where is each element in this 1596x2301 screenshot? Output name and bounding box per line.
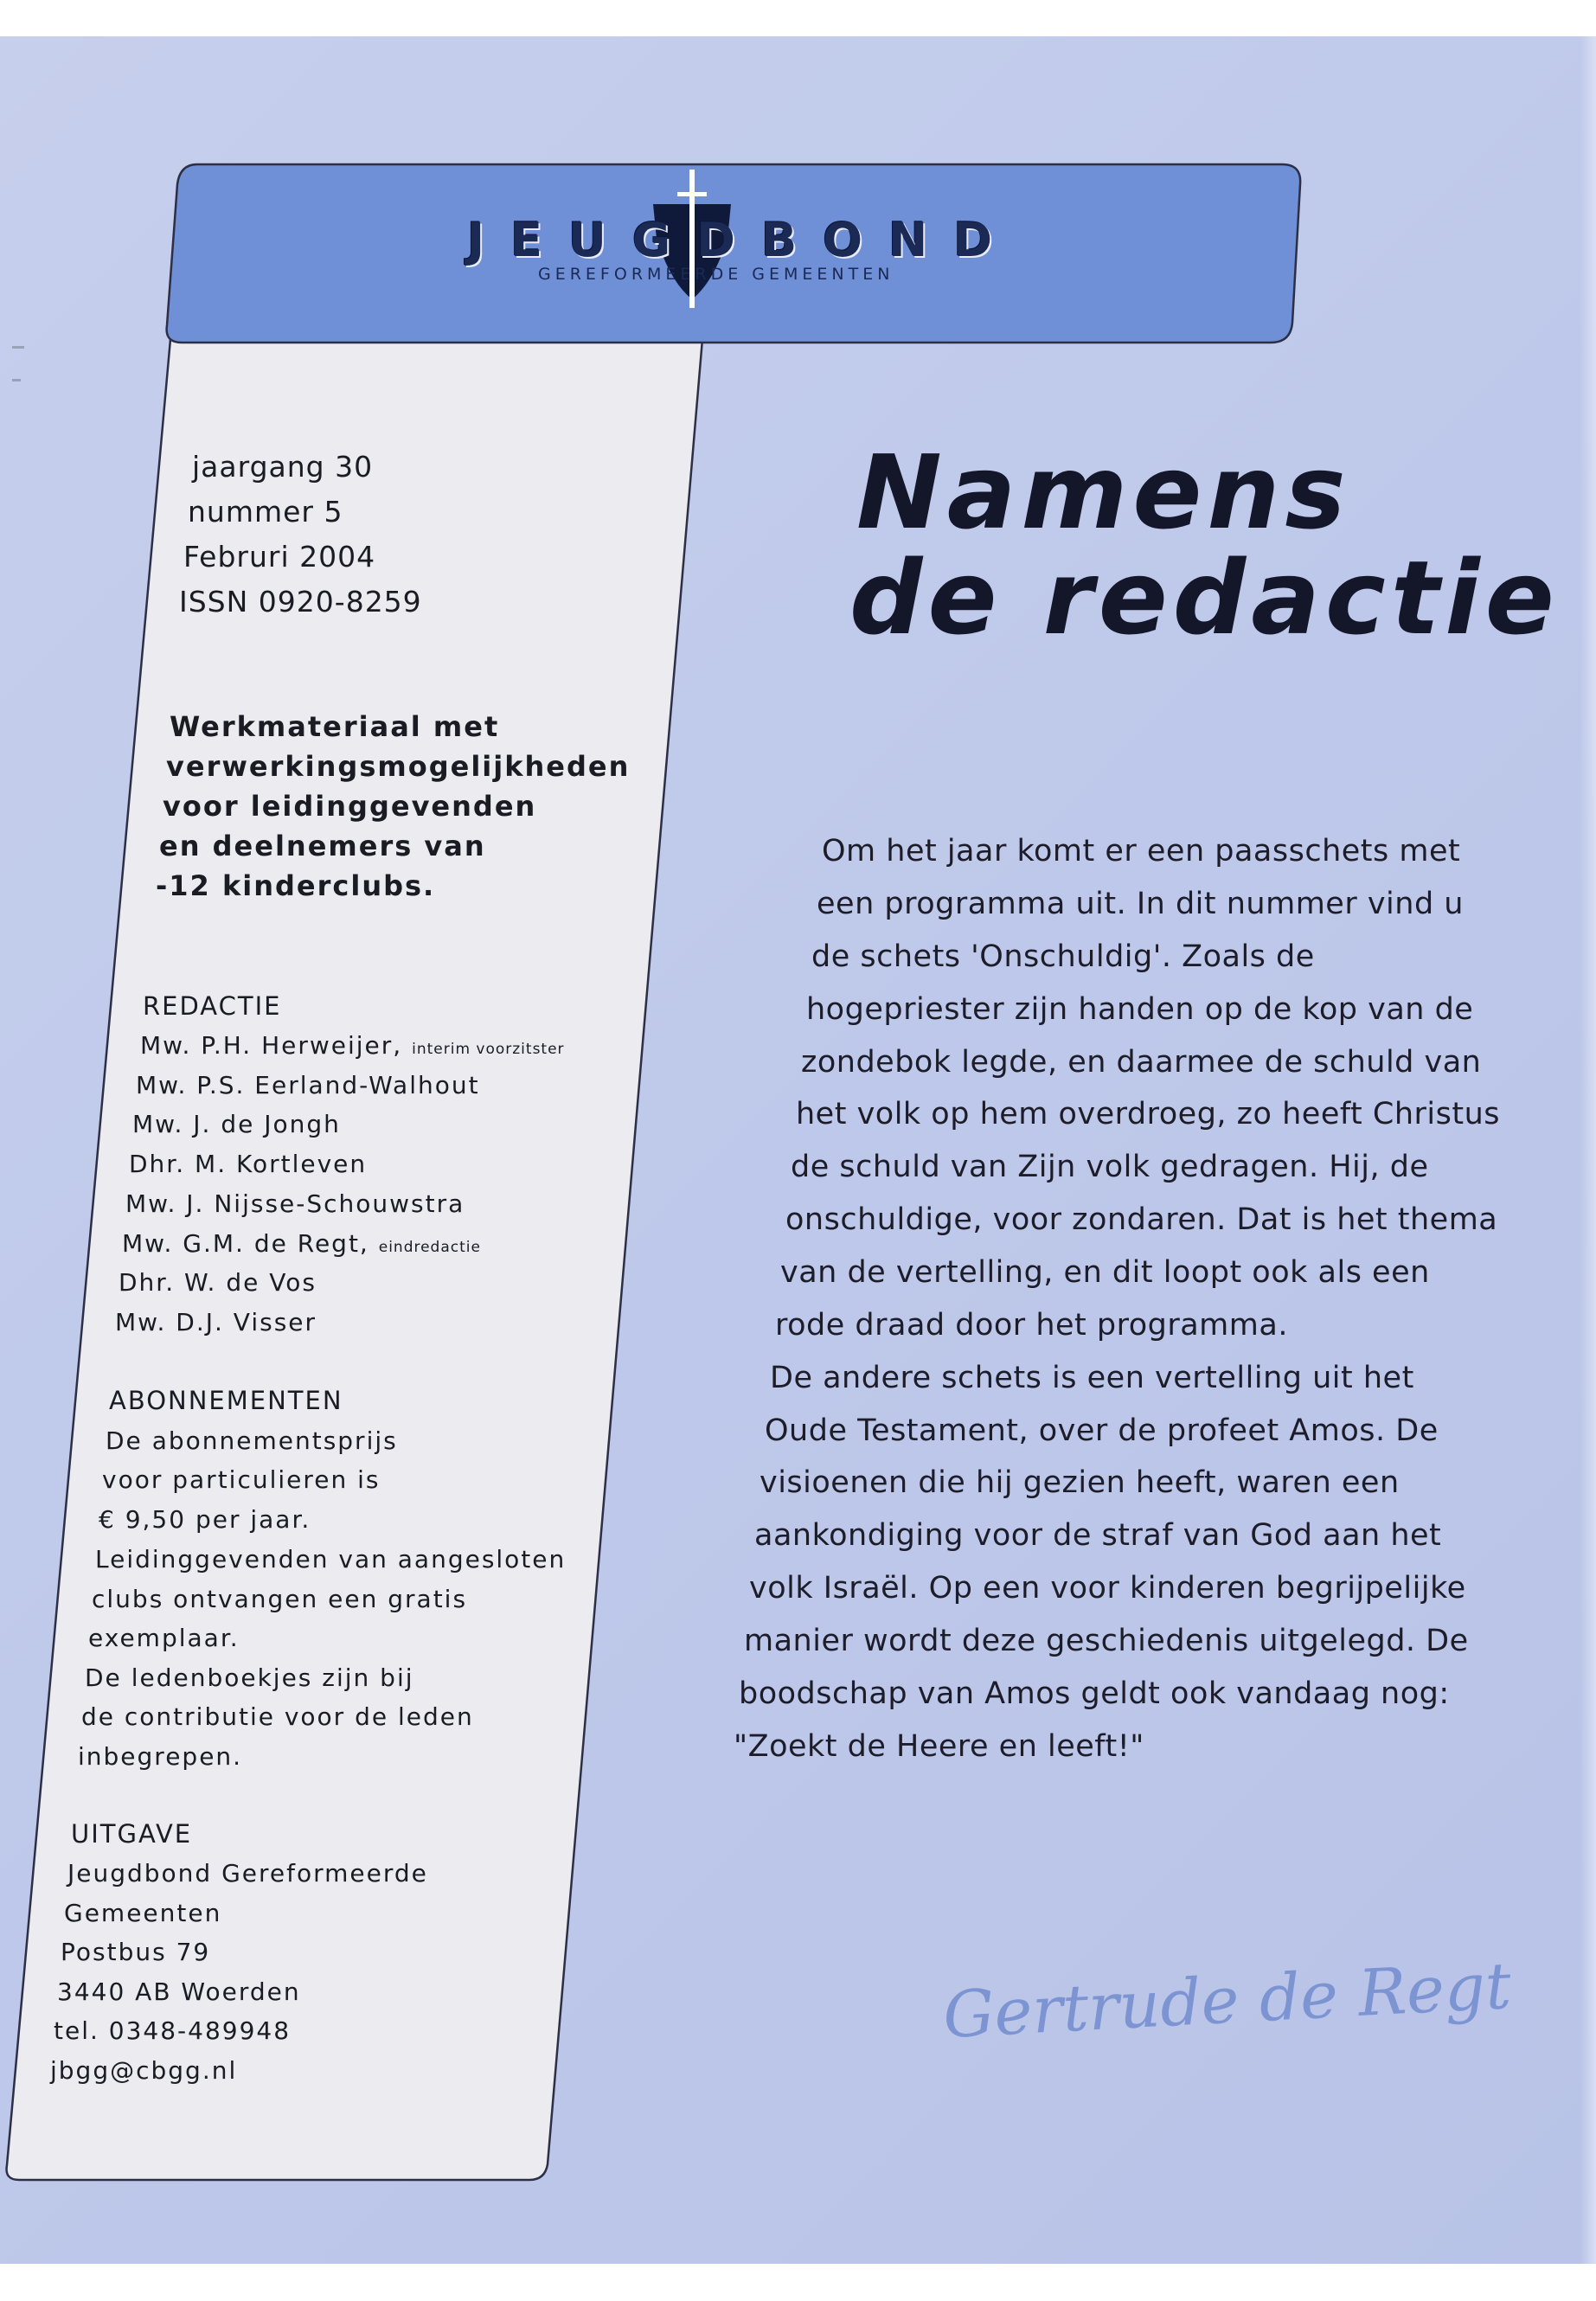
article-line: De andere schets is een vertelling uit het xyxy=(770,1361,1414,1395)
issue-date: Februri 2004 xyxy=(183,540,376,574)
abonnementen-line: Leidinggevenden van aangesloten xyxy=(95,1545,567,1574)
intro-line: -12 kinderclubs. xyxy=(156,869,436,902)
issue-issn: ISSN 0920-8259 xyxy=(179,585,422,619)
article-title-line1: Namens xyxy=(856,433,1351,552)
article-line: de schuld van Zijn volk gedragen. Hij, de xyxy=(791,1150,1429,1184)
uitgave-email: jbgg@cbgg.nl xyxy=(50,2056,238,2085)
abonnementen-line: € 9,50 per jaar. xyxy=(99,1505,311,1534)
member-role: eindredactie xyxy=(378,1239,481,1256)
uitgave-line: 3440 AB Woerden xyxy=(57,1977,301,2006)
article-line: een programma uit. In dit nummer vind u xyxy=(817,887,1464,921)
uitgave-line: Jeugdbond Gereformeerde xyxy=(67,1859,428,1888)
abonnementen-line: clubs ontvangen een gratis xyxy=(92,1585,468,1613)
uitgave-line: Gemeenten xyxy=(64,1899,222,1927)
issue-number: nummer 5 xyxy=(188,495,343,529)
handwritten-signature: Gertrude de Regt xyxy=(941,1948,1513,2054)
intro-line: voor leidinggevenden xyxy=(163,790,537,823)
uitgave-line: Postbus 79 xyxy=(61,1938,211,1966)
article-line: het volk op hem overdroeg, zo heeft Christus xyxy=(796,1097,1501,1131)
redactie-member: Mw. J. de Jongh xyxy=(132,1110,341,1138)
abonnementen-line: inbegrepen. xyxy=(78,1742,243,1771)
article-line: "Zoekt de Heere en leeft!" xyxy=(734,1729,1144,1764)
intro-line: en deelnemers van xyxy=(159,830,486,862)
logo-subtitle: GEREFORMEERDE GEMEENTEN xyxy=(538,265,894,284)
article-title-line2: de redactie xyxy=(849,538,1560,657)
redactie-member: Mw. P.H. Herweijer, interim voorzitster xyxy=(140,1031,565,1060)
article-line: de schets 'Onschuldig'. Zoals de xyxy=(811,939,1315,974)
article-line: hogepriester zijn handen op de kop van de xyxy=(806,992,1474,1027)
abonnementen-line: De ledenboekjes zijn bij xyxy=(85,1663,414,1692)
redactie-member: Dhr. M. Kortleven xyxy=(129,1150,368,1178)
redactie-member: Mw. D.J. Visser xyxy=(115,1308,317,1336)
article-line: onschuldige, voor zondaren. Dat is het thema xyxy=(785,1202,1498,1237)
article-line: aankondiging voor de straf van God aan het xyxy=(754,1518,1442,1553)
article-line: visioenen die hij gezien heeft, waren een xyxy=(760,1465,1400,1500)
logo-wordmark: JEUGDBOND xyxy=(467,213,1019,267)
issue-volume: jaargang 30 xyxy=(192,450,374,484)
redactie-member: Mw. P.S. Eerland-Walhout xyxy=(136,1071,480,1099)
article-line: zondebok legde, en daarmee de schuld van xyxy=(801,1045,1482,1080)
abonnementen-line: de contributie voor de leden xyxy=(81,1702,474,1731)
abonnementen-heading: ABONNEMENTEN xyxy=(109,1386,343,1415)
article-line: van de vertelling, en dit loopt ook als een xyxy=(780,1255,1430,1290)
article-line: rode draad door het programma. xyxy=(775,1308,1288,1343)
redactie-member: Mw. G.M. de Regt, eindredactie xyxy=(122,1229,481,1258)
abonnementen-line: exemplaar. xyxy=(88,1624,240,1652)
redactie-member: Mw. J. Nijsse-Schouwstra xyxy=(125,1189,465,1218)
article-line: Om het jaar komt er een paasschets met xyxy=(822,834,1461,868)
article-line: manier wordt deze geschiedenis uitgelegd. De xyxy=(744,1624,1469,1658)
intro-line: Werkmateriaal met xyxy=(170,710,500,743)
uitgave-heading: UITGAVE xyxy=(71,1819,193,1849)
redactie-member: Dhr. W. de Vos xyxy=(119,1268,317,1297)
article-line: Oude Testament, over de profeet Amos. De xyxy=(765,1413,1439,1448)
abonnementen-line: De abonnementsprijs xyxy=(106,1426,398,1455)
intro-line: verwerkingsmogelijkheden xyxy=(166,750,631,783)
redactie-heading: REDACTIE xyxy=(143,991,282,1021)
article-line: boodschap van Amos geldt ook vandaag nog: xyxy=(739,1676,1450,1711)
uitgave-line: tel. 0348-489948 xyxy=(54,2016,292,2045)
article-line: volk Israël. Op een voor kinderen begrijpelijke xyxy=(749,1571,1466,1606)
jeugdbond-logo xyxy=(450,170,1019,317)
member-role: interim voorzitster xyxy=(412,1041,565,1058)
abonnementen-line: voor particulieren is xyxy=(102,1465,381,1494)
